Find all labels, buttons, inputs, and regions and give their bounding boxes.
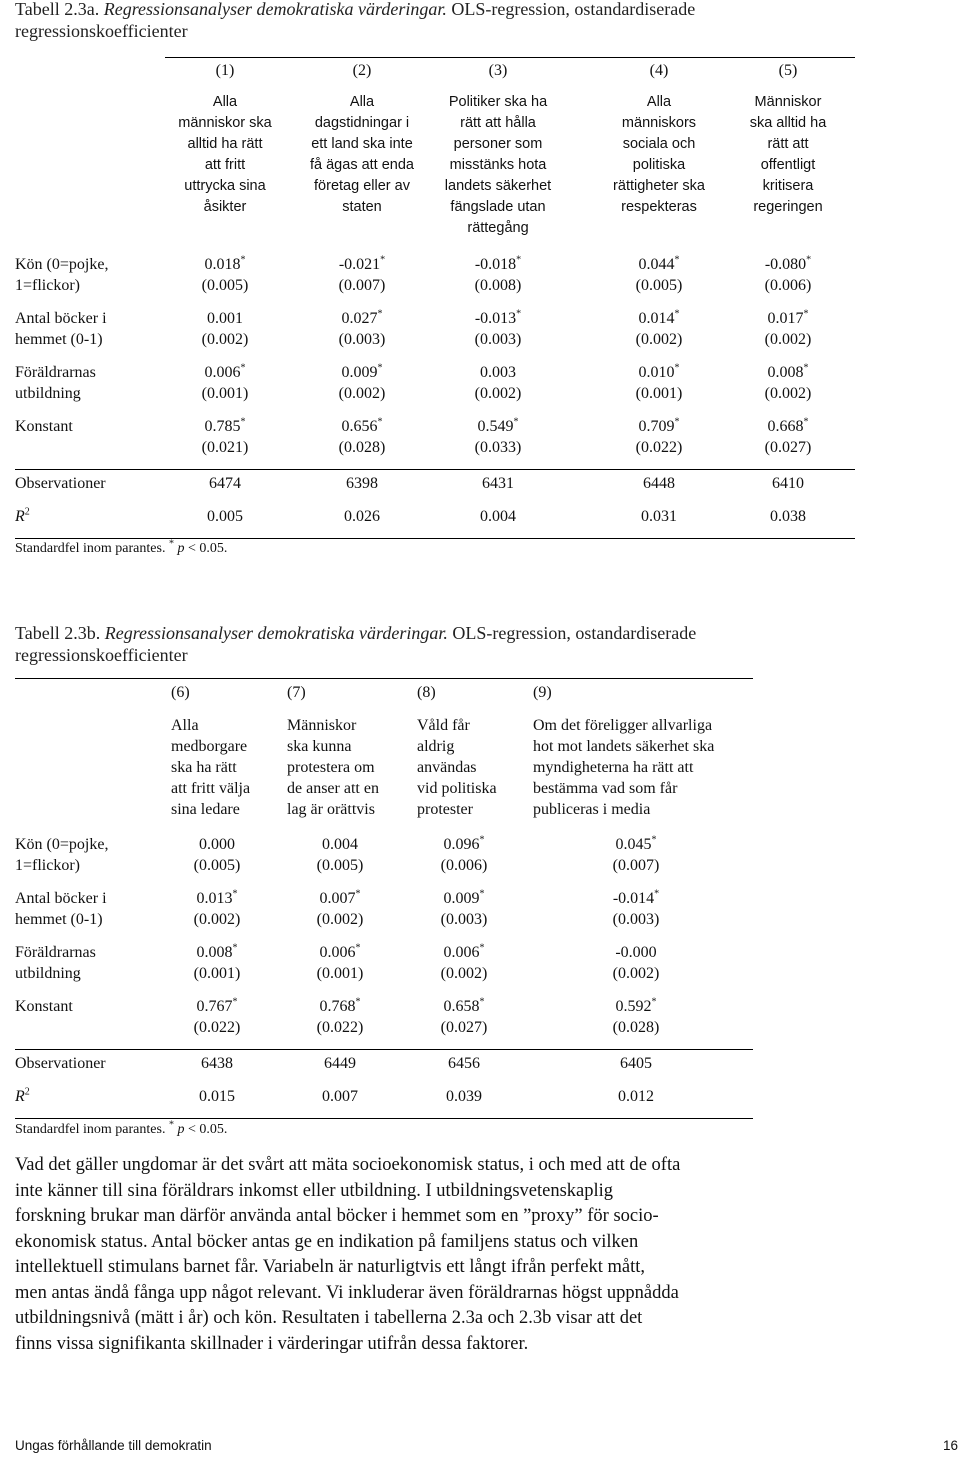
coefficient-value: 0.000 — [199, 836, 235, 853]
r-squared-label — [15, 1086, 165, 1107]
column-header-line: staten — [342, 199, 382, 215]
column-header-line: bestämma vad som får — [533, 780, 678, 797]
standard-error: (0.022) — [316, 1019, 364, 1036]
row-label-line: 1=flickor) — [15, 277, 80, 294]
significance-star: * — [355, 942, 361, 954]
column-header-line: sociala och — [622, 136, 696, 152]
row-label — [15, 308, 165, 350]
column-header-line: människor ska — [178, 115, 272, 131]
column-header-line: Alla — [646, 94, 672, 110]
significance-star: * — [232, 888, 238, 900]
coefficient-value: 0.045 — [615, 836, 652, 853]
column-header-line: Alla — [349, 94, 375, 110]
significance-star: * — [674, 416, 680, 428]
observations-value: 6448 — [643, 475, 675, 492]
column-header-line: Människor — [287, 717, 357, 734]
coefficient-value: 0.096 — [443, 836, 480, 853]
r-squared-value: 0.026 — [344, 508, 380, 525]
column-header-line: regeringen — [753, 199, 823, 215]
column-header-line: kritisera — [762, 178, 814, 194]
standard-error: (0.022) — [635, 439, 683, 456]
column-number: (9) — [533, 684, 552, 701]
significance-star: * — [803, 416, 809, 428]
table-a-top-rule — [165, 57, 855, 58]
column-header-line: Våld får — [417, 717, 470, 734]
paragraph-line: finns vissa signifikanta skillnader i värderingar utifrån dessa faktorer. — [15, 1333, 529, 1354]
standard-error: (0.002) — [338, 385, 386, 402]
observations-value: 6410 — [772, 475, 804, 492]
standard-error: (0.005) — [201, 277, 249, 294]
column-header-line: vid politiska — [417, 780, 497, 797]
coefficient-cell — [157, 942, 277, 984]
coefficient-cell — [576, 834, 696, 876]
row-label-line: Kön (0=pojke, — [15, 256, 109, 273]
body-paragraph — [15, 1153, 945, 1357]
row-label — [15, 834, 165, 876]
coefficient-cell — [157, 888, 277, 930]
paragraph-line: inte känner till sina föräldrars inkomst eller utbildning. I utbildningsvetenskaplig — [15, 1180, 614, 1201]
table-b-title: Tabell 2.3b. Regressionsanalyser demokratiska värderingar. OLS-regression, ostandardiserade regressionskoefficienter — [15, 623, 697, 665]
significance-star: * — [516, 308, 522, 320]
coefficient-value: -0.021 — [338, 256, 381, 273]
column-header — [433, 92, 563, 239]
standard-error: (0.008) — [474, 277, 522, 294]
standard-error: (0.027) — [440, 1019, 488, 1036]
column-number: (6) — [171, 684, 190, 701]
significance-star: * — [674, 362, 680, 374]
standard-error: (0.022) — [193, 1019, 241, 1036]
standard-error: (0.003) — [440, 911, 488, 928]
column-header — [297, 92, 427, 218]
coefficient-value: -0.080 — [764, 256, 807, 273]
row-label-line: Konstant — [15, 418, 73, 435]
column-number: (4) — [649, 62, 669, 79]
coefficient-cell — [160, 308, 290, 350]
row-label-line: utbildning — [15, 385, 81, 402]
observations-value: 6398 — [346, 475, 378, 492]
column-number: (8) — [417, 684, 436, 701]
column-header-line: myndigheterna ha rätt att — [533, 759, 694, 776]
coefficient-value: -0.018 — [474, 256, 517, 273]
column-number: (3) — [488, 62, 508, 79]
coefficient-cell — [404, 834, 524, 876]
observations-label: Observationer — [15, 475, 106, 492]
coefficient-cell — [723, 362, 853, 404]
paragraph-line: Vad det gäller ungdomar är det svårt att mäta socioekonomisk status, i och med att de ofta — [15, 1155, 681, 1175]
observations-value: 6456 — [448, 1055, 480, 1072]
column-header — [160, 92, 290, 218]
row-label-line: 1=flickor) — [15, 857, 80, 874]
column-header-line: Människor — [754, 94, 822, 110]
row-label-line: hemmet (0-1) — [15, 331, 103, 348]
table-a-title: Tabell 2.3a. Regressionsanalyser demokratiska värderingar. OLS-regression, ostandardiserade regressionskoefficienter — [15, 0, 696, 41]
coefficient-cell — [576, 942, 696, 984]
observations-value: 6431 — [482, 475, 514, 492]
significance-star: * — [355, 996, 361, 1008]
standard-error: (0.005) — [193, 857, 241, 874]
column-header-line: ska kunna — [287, 738, 352, 755]
column-header-line: personer som — [453, 136, 543, 152]
standard-error: (0.007) — [612, 857, 660, 874]
coefficient-cell — [723, 416, 853, 458]
observations-value: 6438 — [201, 1055, 233, 1072]
column-header — [723, 92, 853, 218]
coefficient-value: 0.006 — [443, 944, 480, 961]
r-squared-value: 0.039 — [446, 1088, 482, 1105]
coefficient-cell — [160, 362, 290, 404]
coefficient-value: -0.000 — [615, 944, 657, 961]
standard-error: (0.007) — [338, 277, 386, 294]
paragraph-line: men antas ändå fånga upp något relevant. Vi inkluderar även föräldrarnas högst uppnådda — [15, 1282, 679, 1303]
row-label-line: Kön (0=pojke, — [15, 836, 109, 853]
table-a-note: Standardfel inom parantes. * p < 0.05. — [15, 538, 228, 556]
coefficient-cell — [594, 362, 724, 404]
column-header-line: misstänks hota — [449, 157, 547, 173]
column-header — [287, 715, 412, 820]
observations-value: 6405 — [620, 1055, 652, 1072]
significance-star: * — [674, 254, 680, 266]
coefficient-value: 0.044 — [638, 256, 675, 273]
r-squared-symbol: R — [15, 1088, 25, 1105]
column-header-line: Politiker ska ha — [448, 94, 548, 110]
row-label — [15, 254, 165, 296]
significance-star: * — [377, 308, 383, 320]
standard-error: (0.002) — [612, 965, 660, 982]
coefficient-value: 0.007 — [319, 890, 356, 907]
column-header-line: publiceras i media — [533, 801, 651, 818]
observations-value: 6474 — [209, 475, 241, 492]
coefficient-value: 0.549 — [477, 418, 514, 435]
column-header-line: få ägas att enda — [310, 157, 414, 173]
paragraph-line: intellektuell stimulans barnet får. Variabeln är naturligtvis ett långt ifrån perfekt mått, — [15, 1257, 646, 1277]
standard-error: (0.002) — [474, 385, 522, 402]
coefficient-cell — [297, 416, 427, 458]
significance-star: * — [516, 254, 522, 266]
coefficient-value: 0.006 — [204, 364, 241, 381]
column-header-line: respekteras — [621, 199, 697, 215]
observations-value: 6449 — [324, 1055, 356, 1072]
significance-star: * — [232, 996, 238, 1008]
significance-star: * — [806, 254, 812, 266]
significance-star: * — [380, 254, 386, 266]
column-header-line: fängslade utan — [450, 199, 546, 215]
coefficient-value: 0.003 — [480, 364, 516, 381]
significance-star: * — [479, 942, 485, 954]
significance-star: * — [674, 308, 680, 320]
page-number: 16 — [942, 1438, 958, 1453]
row-label — [15, 888, 165, 930]
coefficient-cell — [297, 254, 427, 296]
coefficient-value: 0.013 — [196, 890, 233, 907]
column-header-line: protester — [417, 801, 473, 818]
r-squared-value: 0.015 — [199, 1088, 235, 1105]
coefficient-value: 0.008 — [196, 944, 233, 961]
significance-star: * — [479, 996, 485, 1008]
row-label-line: Föräldrarnas — [15, 944, 96, 961]
coefficient-value: 0.767 — [196, 998, 233, 1015]
significance-star: * — [513, 416, 519, 428]
standard-error: (0.027) — [764, 439, 812, 456]
significance-star: * — [654, 888, 660, 900]
coefficient-cell — [297, 308, 427, 350]
row-label-line: Konstant — [15, 998, 73, 1015]
coefficient-value: 0.009 — [443, 890, 480, 907]
standard-error: (0.003) — [612, 911, 660, 928]
standard-error: (0.033) — [474, 439, 522, 456]
column-header-line: politiska — [632, 157, 686, 173]
significance-star: * — [479, 834, 485, 846]
significance-star: * — [803, 362, 809, 374]
standard-error: (0.028) — [338, 439, 386, 456]
paragraph-line: ekonomisk status. Antal böcker antas ge en indikation på familjens status och vilken — [15, 1231, 639, 1252]
coefficient-cell — [433, 416, 563, 458]
coefficient-value: 0.001 — [207, 310, 243, 327]
column-header-line: åsikter — [203, 199, 247, 215]
coefficient-value: 0.656 — [341, 418, 378, 435]
column-header-line: företag eller av — [314, 178, 410, 194]
coefficient-value: 0.009 — [341, 364, 378, 381]
r-squared-value: 0.005 — [207, 508, 243, 525]
coefficient-cell — [576, 996, 696, 1038]
coefficient-cell — [594, 416, 724, 458]
coefficient-cell — [404, 888, 524, 930]
coefficient-value: 0.658 — [443, 998, 480, 1015]
column-header-line: hot mot landets säkerhet ska — [533, 738, 715, 755]
column-header-line: att fritt välja — [171, 780, 251, 797]
column-header — [594, 92, 724, 218]
coefficient-cell — [433, 254, 563, 296]
standard-error: (0.002) — [764, 331, 812, 348]
row-label-line: Antal böcker i — [15, 310, 107, 327]
column-header-line: lag är orättvis — [287, 801, 375, 818]
observations-label: Observationer — [15, 1055, 106, 1072]
coefficient-value: 0.668 — [767, 418, 804, 435]
coefficient-cell — [297, 362, 427, 404]
column-header-line: människors — [621, 115, 697, 131]
significance-star: * — [651, 834, 657, 846]
paragraph-line: utbildningsnivå (mätt i år) och kön. Resultaten i tabellerna 2.3a och 2.3b visar att det — [15, 1308, 643, 1328]
column-header-line: sina ledare — [171, 801, 240, 818]
standard-error: (0.003) — [474, 331, 522, 348]
significance-star: * — [232, 942, 238, 954]
coefficient-value: 0.709 — [638, 418, 675, 435]
coefficient-cell — [576, 888, 696, 930]
r-squared-label — [15, 506, 165, 527]
row-label-line: hemmet (0-1) — [15, 911, 103, 928]
column-number: (5) — [778, 62, 798, 79]
standard-error: (0.002) — [440, 965, 488, 982]
footer-title: Ungas förhållande till demokratin — [15, 1438, 212, 1453]
column-header — [171, 715, 281, 820]
table-b-note: Standardfel inom parantes. * p < 0.05. — [15, 1119, 228, 1137]
significance-star: * — [803, 308, 809, 320]
column-header-line: rätt att — [767, 136, 809, 152]
standard-error: (0.005) — [316, 857, 364, 874]
column-header-line: protestera om — [287, 759, 375, 776]
coefficient-value: 0.008 — [767, 364, 804, 381]
row-label — [15, 362, 165, 404]
paragraph-line: forskning brukar man därför använda antal böcker i hemmet som en ”proxy” för socio- — [15, 1206, 659, 1226]
r-squared-symbol: R — [15, 508, 25, 525]
column-header-line: de anser att en — [287, 780, 379, 797]
column-header-line: rätt att hålla — [460, 115, 536, 131]
standard-error: (0.003) — [338, 331, 386, 348]
coefficient-cell — [280, 942, 400, 984]
standard-error: (0.002) — [316, 911, 364, 928]
r-squared-exponent: 2 — [24, 506, 30, 518]
standard-error: (0.006) — [440, 857, 488, 874]
coefficient-cell — [157, 996, 277, 1038]
standard-error: (0.021) — [201, 439, 249, 456]
standard-error: (0.005) — [635, 277, 683, 294]
r-squared-value: 0.004 — [480, 508, 516, 525]
coefficient-value: -0.014 — [612, 890, 655, 907]
coefficient-cell — [160, 254, 290, 296]
standard-error: (0.002) — [193, 911, 241, 928]
coefficient-cell — [404, 942, 524, 984]
column-number: (2) — [352, 62, 372, 79]
coefficient-cell — [280, 888, 400, 930]
row-label-line: utbildning — [15, 965, 81, 982]
coefficient-value: 0.768 — [319, 998, 356, 1015]
significance-star: * — [355, 888, 361, 900]
row-label-line: Föräldrarnas — [15, 364, 96, 381]
r-squared-value: 0.031 — [641, 508, 677, 525]
coefficient-value: 0.006 — [319, 944, 356, 961]
coefficient-cell — [433, 362, 563, 404]
column-header-line: alltid ha rätt — [187, 136, 263, 152]
standard-error: (0.001) — [201, 385, 249, 402]
coefficient-cell — [594, 254, 724, 296]
column-header-line: att fritt — [204, 157, 246, 173]
table-b-top-rule — [15, 678, 753, 679]
standard-error: (0.002) — [764, 385, 812, 402]
coefficient-cell — [723, 254, 853, 296]
significance-star: * — [377, 416, 383, 428]
standard-error: (0.006) — [764, 277, 812, 294]
standard-error: (0.001) — [635, 385, 683, 402]
table-b-bottom-rule — [15, 1118, 753, 1119]
table-a-rule-obs — [15, 469, 855, 470]
coefficient-cell — [280, 834, 400, 876]
column-header-line: ett land ska inte — [311, 136, 413, 152]
column-header-line: Om det föreligger allvarliga — [533, 717, 713, 734]
coefficient-cell — [433, 308, 563, 350]
coefficient-value: 0.004 — [322, 836, 358, 853]
column-header-line: dagstidningar i — [314, 115, 410, 131]
coefficient-cell — [280, 996, 400, 1038]
column-header-line: rättegång — [467, 220, 529, 236]
standard-error: (0.002) — [201, 331, 249, 348]
column-header-line: Alla — [171, 717, 199, 734]
significance-star: * — [240, 416, 246, 428]
coefficient-cell — [404, 996, 524, 1038]
column-header-line: offentligt — [760, 157, 816, 173]
r-squared-value: 0.038 — [770, 508, 806, 525]
row-label — [15, 942, 165, 984]
column-header-line: uttrycka sina — [184, 178, 266, 194]
column-header-line: aldrig — [417, 738, 455, 755]
coefficient-cell — [594, 308, 724, 350]
r-squared-exponent: 2 — [24, 1086, 30, 1098]
row-label — [15, 996, 165, 1017]
column-number: (1) — [215, 62, 235, 79]
coefficient-value: -0.013 — [474, 310, 517, 327]
coefficient-value: 0.592 — [615, 998, 652, 1015]
coefficient-cell — [160, 416, 290, 458]
significance-star: * — [651, 996, 657, 1008]
coefficient-value: 0.014 — [638, 310, 675, 327]
table-a-bottom-rule — [15, 538, 855, 539]
table-b-rule-obs — [15, 1049, 753, 1050]
standard-error: (0.001) — [193, 965, 241, 982]
coefficient-cell — [157, 834, 277, 876]
column-header — [417, 715, 527, 820]
standard-error: (0.002) — [635, 331, 683, 348]
significance-star: * — [479, 888, 485, 900]
coefficient-value: 0.018 — [204, 256, 241, 273]
row-label-line: Antal böcker i — [15, 890, 107, 907]
coefficient-value: 0.010 — [638, 364, 675, 381]
coefficient-value: 0.785 — [204, 418, 241, 435]
column-header-line: Alla — [212, 94, 238, 110]
significance-star: * — [240, 254, 246, 266]
coefficient-value: 0.017 — [767, 310, 804, 327]
column-header-line: medborgare — [171, 738, 248, 755]
standard-error: (0.028) — [612, 1019, 660, 1036]
column-number: (7) — [287, 684, 306, 701]
column-header-line: användas — [417, 759, 477, 776]
column-header-line: ska ha rätt — [171, 759, 237, 776]
row-label — [15, 416, 165, 437]
r-squared-value: 0.007 — [322, 1088, 358, 1105]
significance-star: * — [377, 362, 383, 374]
column-header-line: ska alltid ha — [749, 115, 827, 131]
column-header-line: rättigheter ska — [613, 178, 705, 194]
coefficient-cell — [723, 308, 853, 350]
r-squared-value: 0.012 — [618, 1088, 654, 1105]
standard-error: (0.001) — [316, 965, 364, 982]
column-header — [533, 715, 748, 820]
column-header-line: landets säkerhet — [444, 178, 552, 194]
significance-star: * — [240, 362, 246, 374]
coefficient-value: 0.027 — [341, 310, 378, 327]
